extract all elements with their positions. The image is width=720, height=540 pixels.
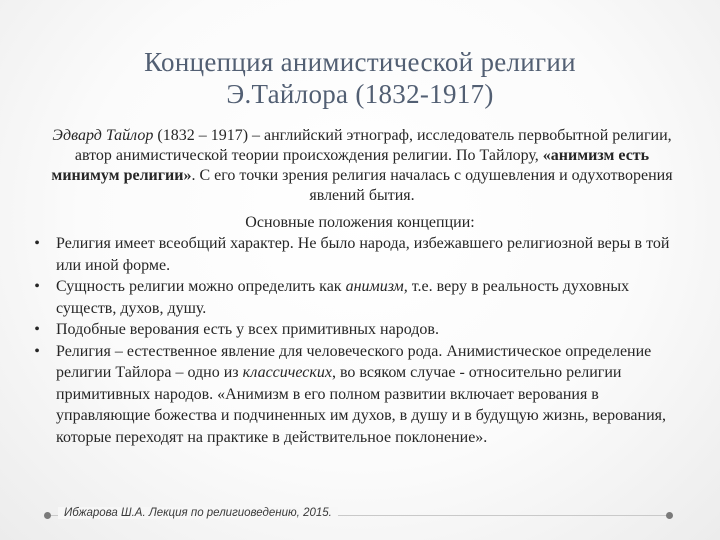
bullet-list	[30, 233, 680, 448]
footer-left-dot-icon	[44, 512, 51, 519]
bullet-text-post: , во всяком случае - относительно религии примитивных народов. «Анимизм в его полном развитии включает верования в управляющие божества и подчиненных им духов, в душу и в будущую жизнь, верования, которые переходят на практике в действительное поклонение».	[56, 364, 666, 446]
intro-paragraph	[40, 126, 684, 206]
subheading: Основные положения концепции:	[245, 214, 475, 231]
bullet-icon: •	[34, 278, 40, 295]
title-line-2: Э.Тайлора (1832-1917)	[226, 79, 494, 109]
bullet-text-pre: Сущность религии можно определить как	[56, 278, 346, 295]
bullet-emphasis: классических	[242, 364, 332, 381]
bullet-text: Подобные верования есть у всех примитивных народов.	[56, 321, 439, 338]
intro-text-1: (1832 – 1917) – английский этнограф, исследователь первобытной религии, автор анимистической теории происхождения религии. По Тайлору,	[74, 127, 672, 164]
bullet-icon: •	[34, 321, 40, 338]
intro-quote: «анимизм есть минимум религии»	[51, 147, 650, 184]
author-name: Эдвард Тайлор	[52, 127, 154, 144]
bullet-icon: •	[34, 342, 40, 360]
title-line-1: Концепция анимистической религии	[144, 47, 576, 77]
list-item	[30, 276, 680, 319]
bullet-text-post: т.е. веру в реальность духовных существ, духов, душу.	[56, 278, 630, 317]
bullet-icon: •	[34, 235, 40, 252]
bullet-emphasis: анимизм,	[345, 278, 408, 295]
footer-caption: Ибжарова Ш.А. Лекция по религиоведению, 2015.	[58, 507, 338, 519]
intro-text-2: . С его точки зрения религия началась с одушевления и одухотворения явлений бытия.	[191, 167, 673, 204]
bullet-text-pre: Религия – естественное явление для человеческого рода. Анимистическое определение религии Тайлора – одно из	[56, 342, 652, 381]
list-item	[30, 319, 680, 341]
slide-title	[0, 46, 720, 110]
list-item	[30, 341, 680, 449]
bullet-text: Религия имеет всеобщий характер. Не было народа, избежавшего религиозной веры в той или иной форме.	[56, 235, 670, 274]
footer-right-dot-icon	[666, 512, 673, 519]
list-item	[30, 233, 680, 276]
